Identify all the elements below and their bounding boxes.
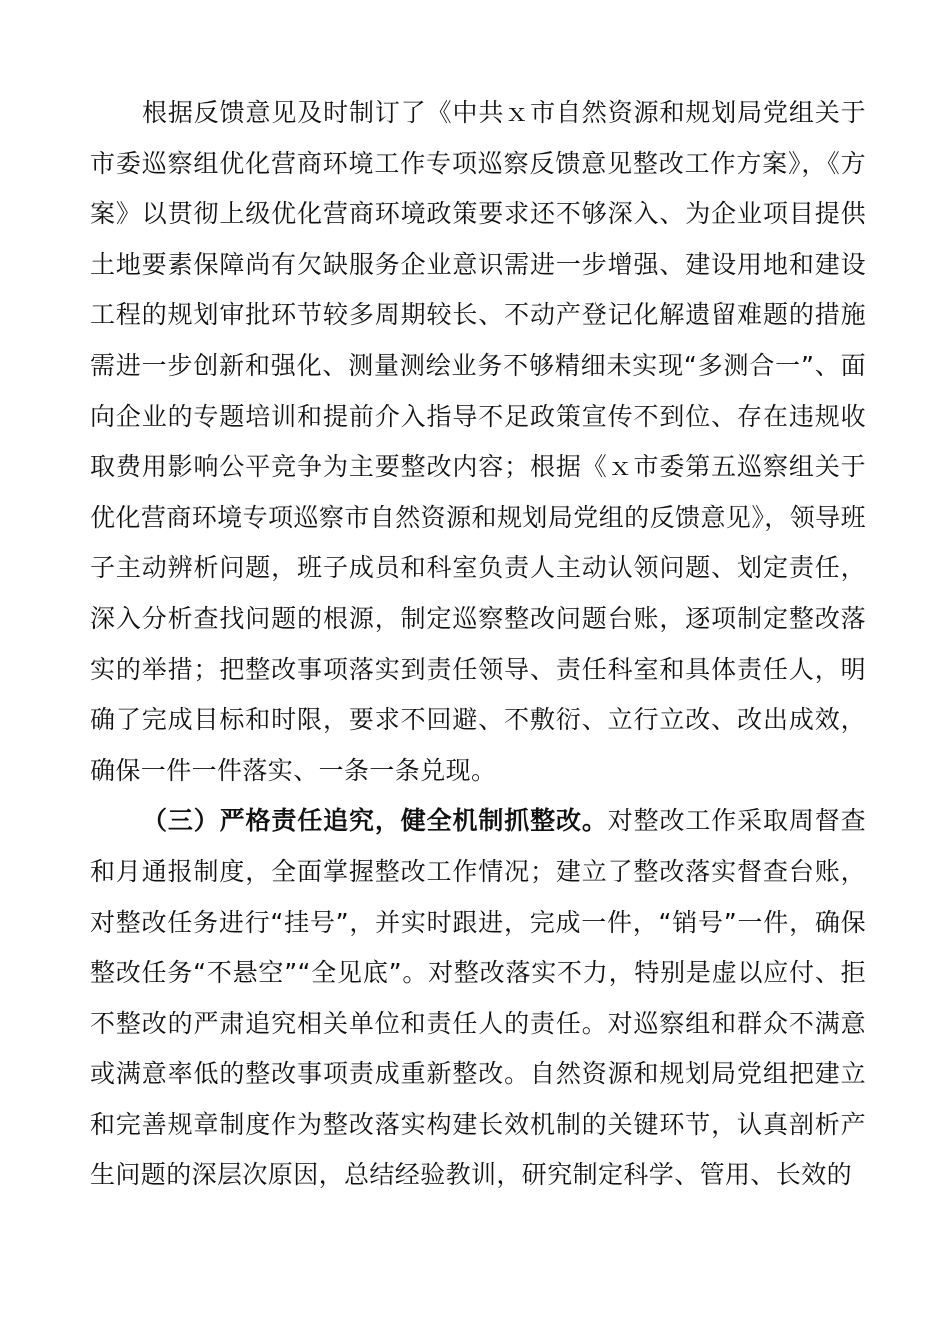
body-paragraph-1 [90, 88, 866, 796]
section-3-heading: （三）严格责任追究，健全机制抓整改。 [142, 806, 608, 836]
paragraph-1-text: 根据反馈意见及时制订了《中共ｘ市自然资源和规划局党组关于市委巡察组优化营商环境工作专项巡察反馈意见整改工作方案》，《方案》以贯彻上级优化营商环境政策要求还不够深入、为企业项目提供土地要素保障尚有欠缺服务企业意识需进一步增强、建设用地和建设工程的规划审批环节较多周期较长、不动产登记化解遗留难题的措施需进一步创新和强化、测量测绘业务不够精细未实现“多测合一”、面向企业的专题培训和提前介入指导不足政策宣传不到位、存在违规收取费用影响公平竞争为主要整改内容；根据《ｘ市委第五巡察组关于优化营商环境专项巡察市自然资源和规划局党组的反馈意见》，领导班子主动辨析问题，班子成员和科室负责人主动认领问题、划定责任，深入分析查找问题的根源，制定巡察整改问题台账，逐项制定整改落实的举措；把整改事项落实到责任领导、责任科室和具体责任人，明确了完成目标和时限，要求不回避、不敷衍、立行立改、改出成效，确保一件一件落实、一条一条兑现。 [90, 98, 866, 785]
section-3-body-text: 对整改工作采取周督查和月通报制度，全面掌握整改工作情况；建立了整改落实督查台账，对整改任务进行“挂号”，并实时跟进，完成一件，“销号”一件，确保整改任务“不悬空”“全见底”。对整改落实不力，特别是虚以应付、拒不整改的严肃追究相关单位和责任人的责任。对巡察组和群众不满意或满意率低的整改事项责成重新整改。自然资源和规划局党组把建立和完善规章制度作为整改落实构建长效机制的关键环节，认真剖析产生问题的深层次原因，总结经验教训，研究制定科学、管用、长效的 [90, 806, 866, 1190]
body-paragraph-section-3 [90, 796, 866, 1201]
